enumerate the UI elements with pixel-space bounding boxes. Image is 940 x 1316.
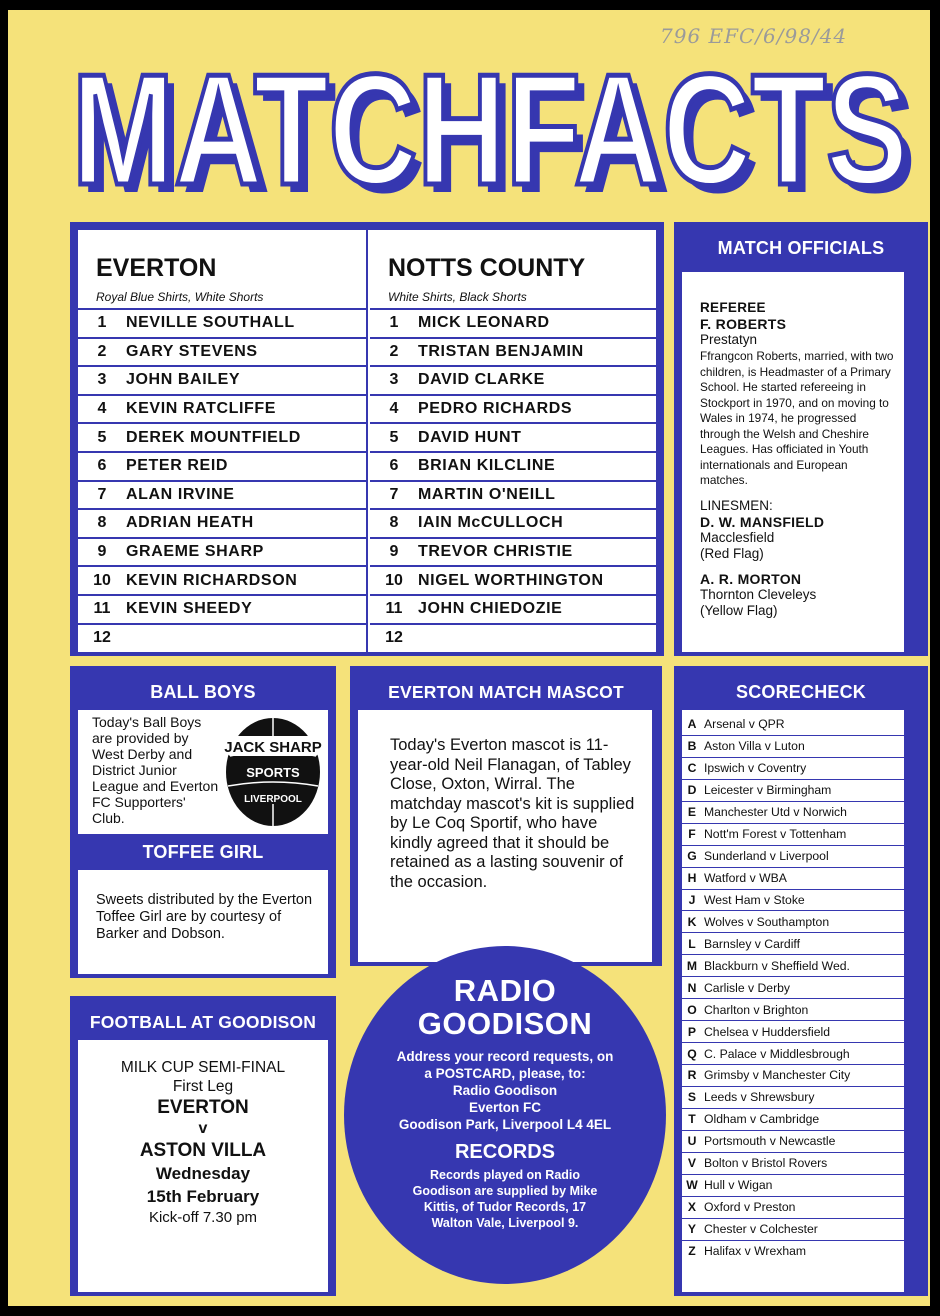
match-mascot-panel [350,666,662,966]
lineup-row [78,623,366,652]
scorecheck-match: Leeds v Shrewsbury [704,1090,815,1105]
lineup-row [370,623,656,652]
player-name: ADRIAN HEATH [126,514,254,532]
scorecheck-match: Watford v WBA [704,871,787,886]
lineup-row [78,451,366,480]
player-name: DAVID HUNT [418,428,522,446]
radio-address-5: Goodison Park, Liverpool L4 4EL [398,1117,612,1132]
home-team-column [78,230,368,652]
matchfacts-title [68,54,928,204]
shirt-number: 6 [389,457,399,475]
lineup-row [78,422,366,451]
shirt-number: 9 [97,543,107,561]
scorecheck-letter: H [687,871,697,886]
shirt-number: 12 [385,628,403,646]
shirt-number: 5 [97,428,107,446]
shirt-number: 11 [385,600,403,618]
scorecheck-letter: A [687,717,697,732]
scorecheck-row [682,802,904,824]
ball-boys-text: Today's Ball Boys are provided by West Derby and District Junior League and Everton FC Supporters' Club. [92,714,219,826]
mascot-heading: EVERTON MATCH MASCOT [388,682,624,702]
scorecheck-row [682,1131,904,1153]
lineup-row [370,422,656,451]
shirt-number: 1 [97,314,107,332]
toffee-girl-heading: TOFFEE GIRL [142,842,264,862]
scorecheck-match: Chester v Colchester [704,1222,818,1237]
scorecheck-match: Halifax v Wrexham [704,1244,807,1259]
player-name: BRIAN KILCLINE [418,457,556,475]
scorecheck-match: Chelsea v Huddersfield [704,1024,831,1039]
scorecheck-letter: K [687,914,697,929]
lineup-row [78,394,366,423]
records-text-2: Goodison are supplied by Mike [412,1184,598,1198]
shirt-number: 2 [389,342,399,360]
scorecheck-match: Barnsley v Cardiff [704,936,800,951]
title-shadow: MATCHFACTS [80,54,916,204]
player-name: NIGEL WORTHINGTON [418,571,604,589]
scorecheck-row [682,890,904,912]
linesman2-flag: (Yellow Flag) [700,602,778,618]
radio-address-2: a POSTCARD, please, to: [424,1066,586,1081]
scorecheck-match: Wolves v Southampton [704,914,830,929]
logo-top-text: JACK SHARP [224,739,322,756]
shirt-number: 11 [93,600,111,618]
radio-address-3: Radio Goodison [452,1083,558,1098]
scorecheck-letter: X [687,1200,697,1215]
fixture-competition: MILK CUP SEMI-FINAL [120,1059,286,1076]
teams-panel [70,222,664,656]
scorecheck-row [682,999,904,1021]
referee-name: F. ROBERTS [700,316,787,332]
scorecheck-letter: Q [687,1046,697,1061]
scorecheck-row [682,1043,904,1065]
shirt-number: 2 [97,342,107,360]
programme-page [8,10,930,1306]
linesman2-name: A. R. MORTON [700,570,802,587]
lineup-row [78,594,366,623]
toffee-girl-body [78,870,328,974]
records-text-3: Kittis, of Tudor Records, 17 [423,1200,587,1214]
scorecheck-letter: T [688,1112,696,1127]
scorecheck-letter: S [687,1090,697,1105]
jack-sharp-logo [224,716,322,828]
player-name: JOHN CHIEDOZIE [418,600,563,618]
scorecheck-row [682,955,904,977]
scorecheck-letter: J [688,892,696,907]
scorecheck-match: Nott'm Forest v Tottenham [704,827,847,842]
scorecheck-row [682,1175,904,1197]
lineup-row [78,308,366,337]
lineup-row [370,508,656,537]
scorecheck-match: Oxford v Preston [704,1200,796,1215]
referee-place: Prestatyn [700,332,758,347]
lineup-row [370,594,656,623]
mascot-text: Today's Everton mascot is 11-year-old Neil Flanagan, of Tabley Close, Oxton, Wirral. The matchday mascot's kit is supplied by Le Coq Sportif, who have kindly agreed that it should be retained as a lasting souvenir of the occasion. [390,736,635,891]
lineup-row [370,365,656,394]
linesmen-label: LINESMEN: [700,497,773,513]
player-name: PEDRO RICHARDS [418,400,573,418]
scorecheck-match: Arsenal v QPR [704,717,785,732]
lineup-row [78,365,366,394]
radio-title-1: RADIO [453,973,557,1008]
shirt-number: 10 [93,571,111,589]
scorecheck-match: Manchester Utd v Norwich [704,805,847,820]
away-team-column [370,230,656,652]
linesman1-name: D. W. MANSFIELD [700,513,825,530]
football-at-goodison-panel [70,996,336,1296]
scorecheck-row [682,1153,904,1175]
player-name: KEVIN RICHARDSON [126,571,298,589]
scorecheck-row [682,1021,904,1043]
scorecheck-letter: U [687,1134,697,1149]
shirt-number: 8 [97,514,107,532]
scorecheck-letter: O [687,1002,697,1017]
toffee-girl-text: Sweets distributed by the Everton Toffee Girl are by courtesy of Barker and Dobson. [96,892,313,942]
player-name: ALAN IRVINE [126,485,235,503]
scorecheck-match: C. Palace v Middlesbrough [704,1046,850,1061]
records-text-1: Records played on Radio [429,1168,581,1182]
linesman1-flag: (Red Flag) [700,545,764,561]
lineup-row [78,508,366,537]
records-text-4: Walton Vale, Liverpool 9. [431,1216,579,1230]
fixture-team2: ASTON VILLA [139,1140,267,1161]
scorecheck-row [682,868,904,890]
fixture-vs: v [198,1120,208,1137]
scorecheck-letter: B [687,739,697,754]
linesman1-place: Macclesfield [700,529,775,545]
scorecheck-letter: Y [687,1222,697,1237]
scorecheck-match: Charlton v Brighton [704,1002,809,1017]
shirt-number: 7 [97,485,107,503]
shirt-number: 7 [389,485,399,503]
shirt-number: 4 [97,400,107,418]
lineup-row [78,537,366,566]
scorecheck-match: Aston Villa v Luton [704,739,805,754]
player-name: NEVILLE SOUTHALL [126,314,295,332]
lineup-row [370,565,656,594]
player-name: TRISTAN BENJAMIN [418,342,584,360]
lineup-row [78,337,366,366]
match-officials-panel [674,222,928,656]
scorecheck-row [682,714,904,736]
player-name: MARTIN O'NEILL [418,485,556,503]
lineup-row [370,308,656,337]
handwritten-reference: 796 EFC/6/98/44 [660,24,848,48]
lineup-row [78,565,366,594]
goodison-heading: FOOTBALL AT GOODISON [89,1012,317,1032]
shirt-number: 3 [97,371,107,389]
scorecheck-letter: R [687,1068,697,1083]
player-name: MICK LEONARD [418,314,550,332]
shirt-number: 8 [389,514,399,532]
scorecheck-letter: E [687,805,697,820]
mascot-body [358,710,652,962]
scorecheck-match: Leicester v Birmingham [704,783,832,798]
scorecheck-letter: C [687,761,697,776]
scorecheck-row [682,1197,904,1219]
scorecheck-row [682,1241,904,1263]
fixture-leg: First Leg [172,1078,234,1095]
scorecheck-letter: P [687,1024,697,1039]
home-lineup [78,308,366,651]
scorecheck-row [682,933,904,955]
scorecheck-row [682,1065,904,1087]
shirt-number: 10 [385,571,403,589]
ball-boys-panel [70,666,336,978]
radio-goodison-circle [344,946,666,1284]
scorecheck-match: Sunderland v Liverpool [704,849,829,864]
fixture-day: Wednesday [155,1164,251,1183]
scorecheck-row [682,736,904,758]
scorecheck-row [682,911,904,933]
ball-boys-heading: BALL BOYS [150,682,256,702]
away-lineup [370,308,656,651]
scorecheck-panel [674,666,928,1296]
home-team-kit: Royal Blue Shirts, White Shorts [96,290,264,304]
goodison-body [78,1040,328,1292]
scorecheck-row [682,1087,904,1109]
fixture-team1: EVERTON [157,1097,249,1118]
radio-title-2: GOODISON [417,1006,593,1041]
scorecheck-row [682,780,904,802]
lineup-row [370,537,656,566]
linesman2-place: Thornton Cleveleys [700,586,817,602]
ball-boys-body [78,710,328,834]
player-name: KEVIN RATCLIFFE [126,400,277,418]
scorecheck-match: Hull v Wigan [704,1178,773,1193]
scorecheck-letter: W [686,1178,698,1193]
lineup-row [78,480,366,509]
records-heading: RECORDS [454,1141,555,1163]
logo-mid-text: SPORTS [246,765,300,780]
away-team-name: NOTTS COUNTY [388,254,586,282]
scorecheck-row [682,824,904,846]
scorecheck-letter: V [687,1156,697,1171]
scorecheck-match: Ipswich v Coventry [704,761,807,776]
home-team-name: EVERTON [96,254,217,282]
scorecheck-letter: M [686,958,698,973]
scorecheck-letter: G [687,849,697,864]
scorecheck-row [682,758,904,780]
scorecheck-match: Oldham v Cambridge [704,1112,820,1127]
player-name: DAVID CLARKE [418,371,545,389]
scorecheck-match: Carlisle v Derby [704,980,791,995]
away-team-kit: White Shirts, Black Shorts [388,290,527,304]
player-name: PETER REID [126,457,229,475]
lineup-row [370,337,656,366]
referee-label: REFEREE [700,300,766,315]
shirt-number: 3 [389,371,399,389]
player-name: TREVOR CHRISTIE [418,543,573,561]
scorecheck-list [682,710,904,1292]
scorecheck-match: Grimsby v Manchester City [704,1068,851,1083]
referee-bio: Ffrangcon Roberts, married, with two children, is Headmaster of a Primary School. He started refereeing in Stockport in 1970, and on moving to Wales in 1974, he progressed through the Welsh and Cheshire Leagues. Has officiated in Youth internationals and European matches. [700,349,894,487]
scorecheck-match: Blackburn v Sheffield Wed. [704,958,850,973]
fixture-kickoff: Kick-off 7.30 pm [148,1209,258,1226]
scorecheck-row [682,1109,904,1131]
scorecheck-letter: L [688,936,696,951]
shirt-number: 4 [389,400,399,418]
player-name: DEREK MOUNTFIELD [126,428,301,446]
scorecheck-heading: SCORECHECK [735,682,866,702]
teams-inner [78,230,656,652]
lineup-row [370,394,656,423]
scorecheck-match: Portsmouth v Newcastle [704,1134,836,1149]
player-name: GRAEME SHARP [126,543,264,561]
logo-bottom-text: LIVERPOOL [244,794,302,805]
shirt-number: 9 [389,543,399,561]
scorecheck-row [682,1219,904,1241]
shirt-number: 6 [97,457,107,475]
scorecheck-letter: F [688,827,696,842]
scorecheck-letter: D [687,783,697,798]
scorecheck-row [682,846,904,868]
scorecheck-row [682,977,904,999]
shirt-number: 5 [389,428,399,446]
shirt-number: 12 [93,628,111,646]
scorecheck-match: Bolton v Bristol Rovers [704,1156,828,1171]
player-name: JOHN BAILEY [126,371,241,389]
scorecheck-letter: N [687,980,697,995]
title-text: MATCHFACTS [72,54,908,204]
lineup-row [370,480,656,509]
officials-heading: MATCH OFFICIALS [717,238,885,258]
fixture-date: 15th February [146,1187,260,1206]
player-name: GARY STEVENS [126,342,258,360]
officials-body [682,272,904,652]
radio-address-4: Everton FC [468,1100,541,1115]
radio-address-1: Address your record requests, on [396,1049,614,1064]
player-name: IAIN McCULLOCH [418,514,564,532]
shirt-number: 1 [389,314,399,332]
scorecheck-letter: Z [688,1244,696,1259]
scorecheck-match: West Ham v Stoke [704,892,805,907]
player-name: KEVIN SHEEDY [126,600,253,618]
lineup-row [370,451,656,480]
